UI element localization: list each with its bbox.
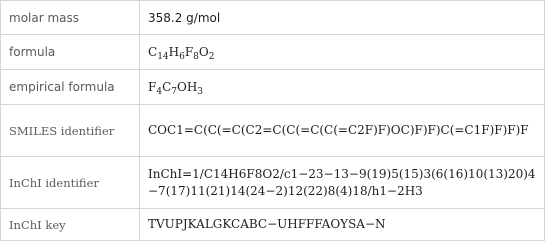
inchi-key-value: TVUPJKALGKCABC−UHFFFAOYSA−N — [140, 209, 545, 241]
formula-element: F — [148, 79, 157, 94]
formula-count: 4 — [156, 86, 163, 97]
formula-element: O — [198, 44, 209, 59]
table-row — [1, 209, 545, 241]
table-row — [1, 35, 545, 70]
row-label: InChI key — [1, 209, 140, 241]
formula-element: C — [162, 79, 172, 94]
formula-count: 3 — [197, 86, 204, 97]
inchi-value: InChI=1/C14H6F8O2/c1−23−13−9(19)5(15)3(6(16)10(13)20)4−7(17)11(21)14(24−2)12(22)8(4)18/h1−2H3 — [140, 157, 545, 209]
formula-element: O — [176, 79, 187, 94]
table-row — [1, 157, 545, 209]
formula-count: 6 — [179, 51, 185, 62]
formula-element: C — [148, 44, 158, 59]
row-label: empirical formula — [1, 70, 140, 105]
row-label: InChI identifier — [1, 157, 140, 209]
row-label: molar mass — [1, 1, 140, 35]
smiles-value: COC1=C(C(=C(C2=C(C(=C(C(=C2F)F)OC)F)F)C(=C1F)F)F)F — [140, 105, 545, 157]
formula-value — [140, 35, 545, 70]
formula-element: H — [168, 44, 180, 59]
table-row — [1, 1, 545, 35]
row-label: formula — [1, 35, 140, 70]
formula-count: 2 — [208, 51, 215, 62]
table-row — [1, 70, 545, 105]
formula-element: H — [186, 79, 198, 94]
formula-count: 8 — [193, 51, 199, 62]
table-row — [1, 105, 545, 157]
molar-mass-value: 358.2 g/mol — [140, 1, 545, 35]
formula-count: 14 — [157, 51, 169, 62]
formula-element: F — [184, 44, 194, 59]
row-label: SMILES identifier — [1, 105, 140, 157]
formula-count: 7 — [171, 86, 177, 97]
empirical-formula-value — [140, 70, 545, 105]
